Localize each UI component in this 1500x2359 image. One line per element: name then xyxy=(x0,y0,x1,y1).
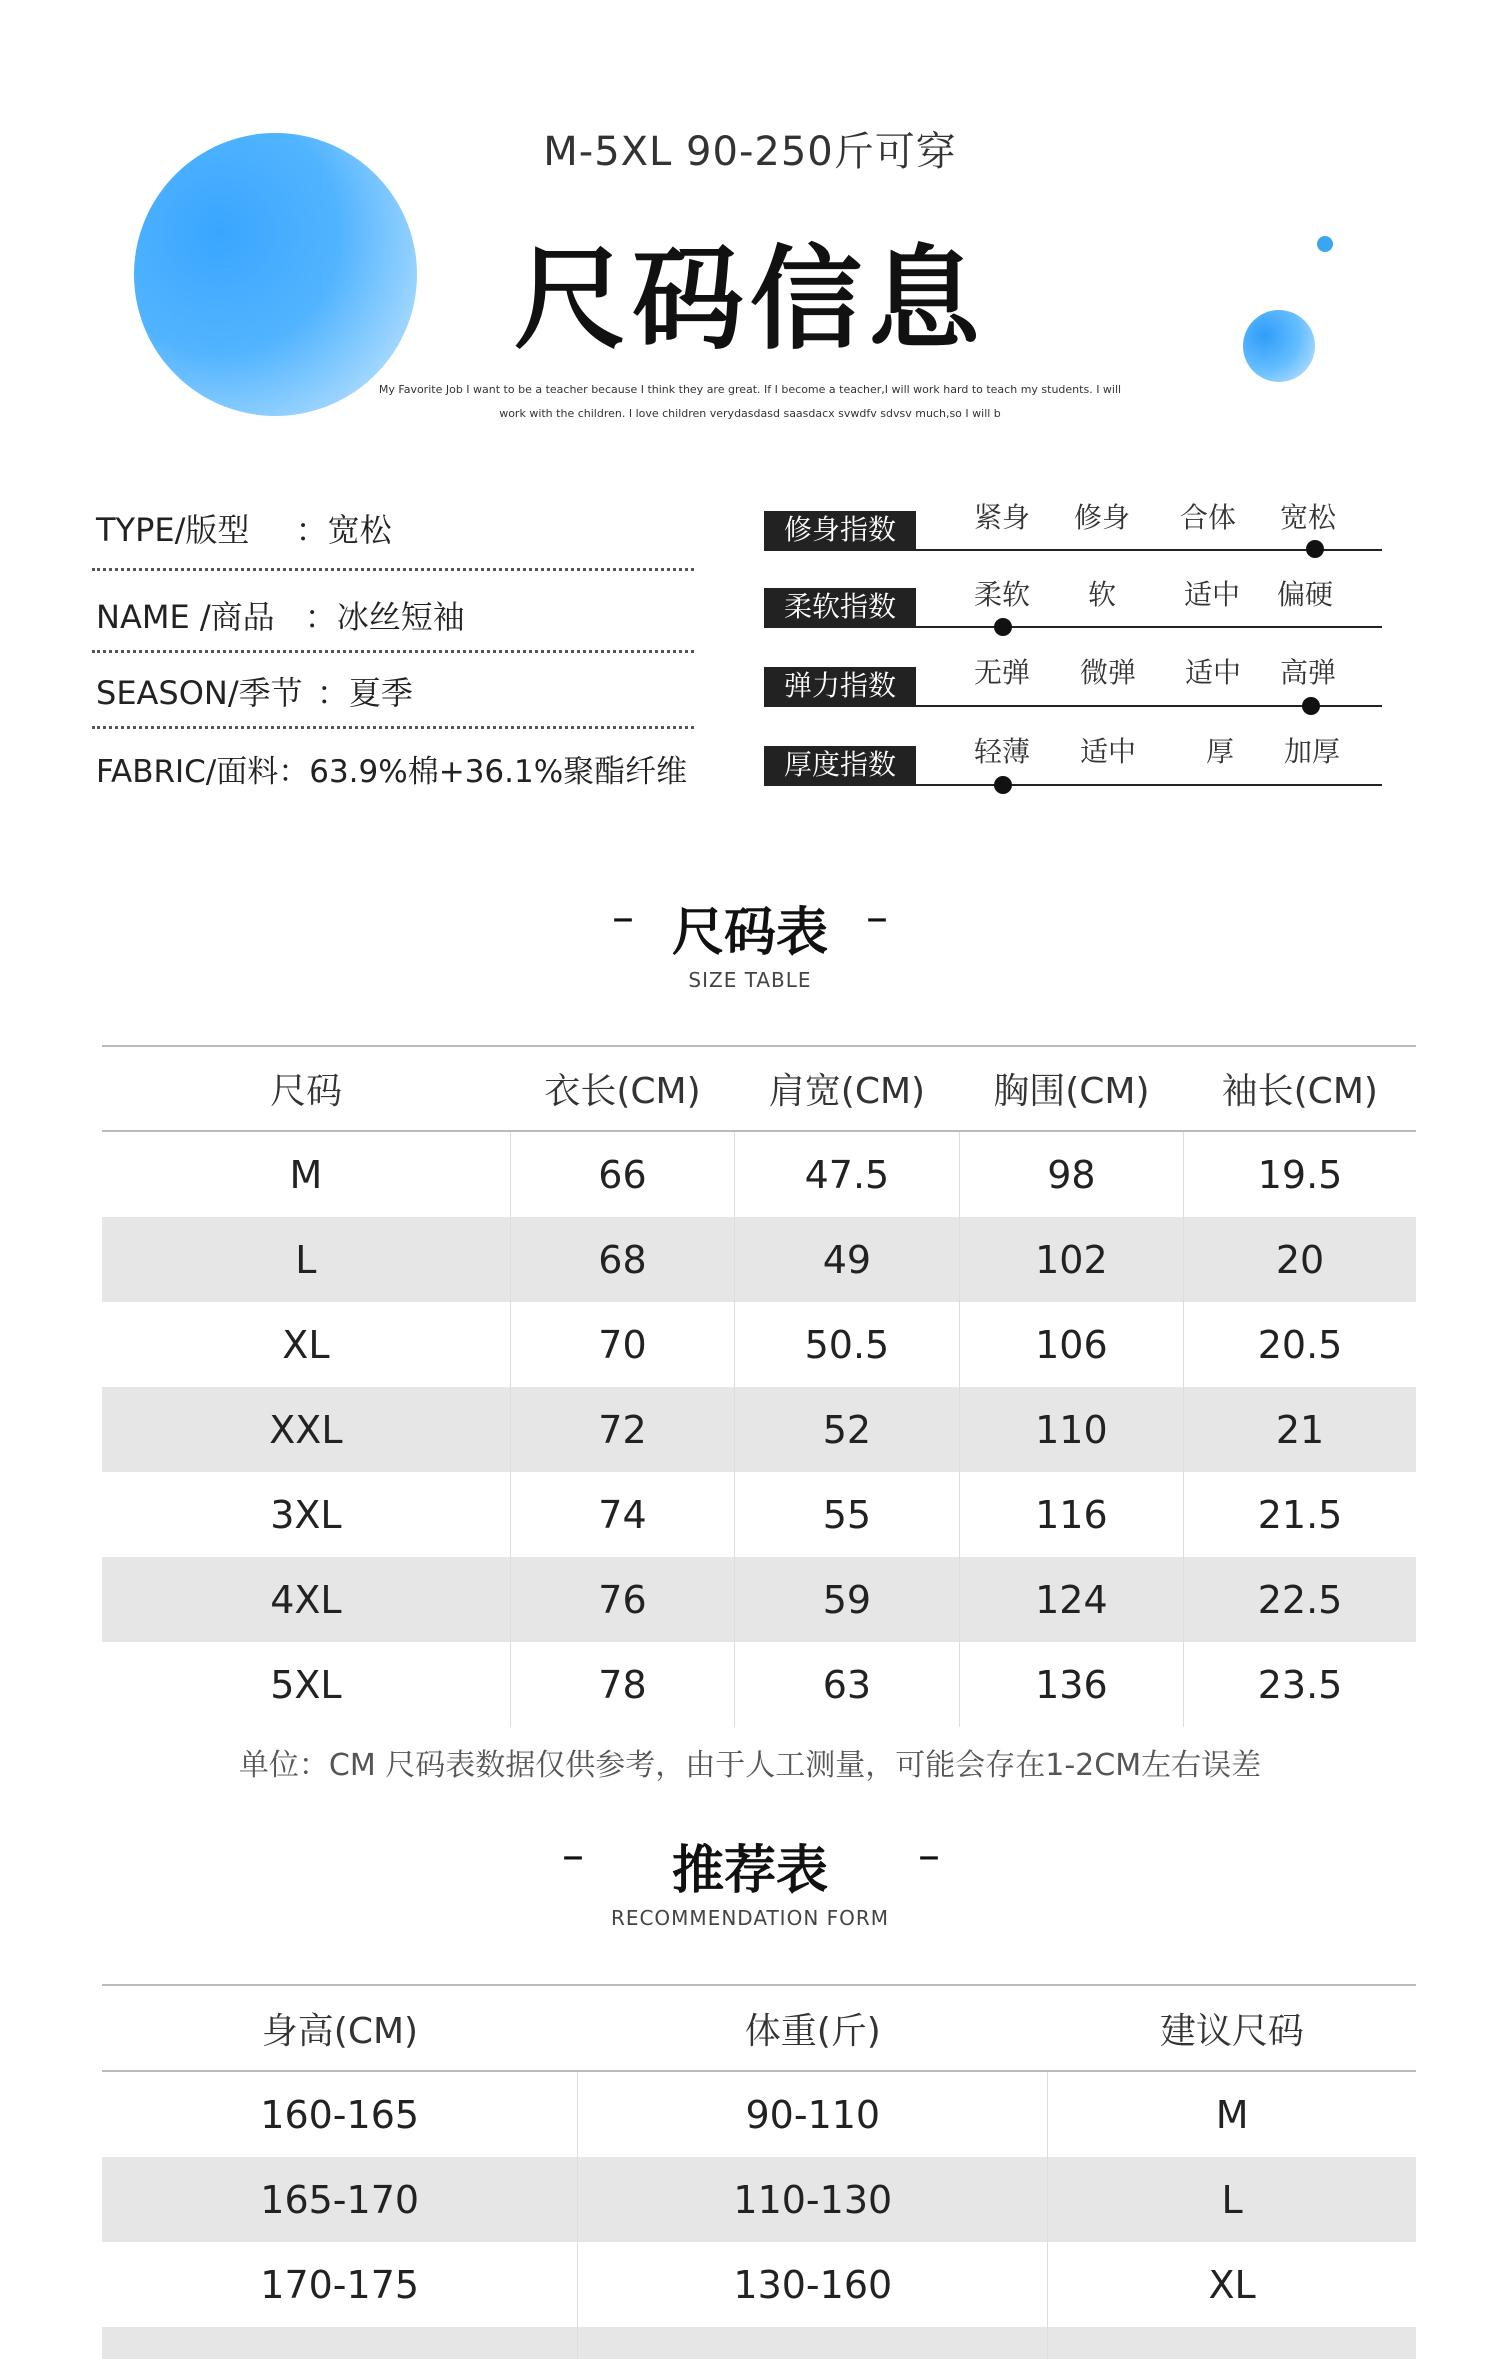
table-header-cell: 身高(CM) xyxy=(102,1985,578,2071)
table-cell: 5XL xyxy=(270,1662,342,1707)
table-cell: 47.5 xyxy=(735,1131,959,1217)
table-row xyxy=(102,1472,1416,1557)
attr-type-value: ：宽松 xyxy=(295,511,392,549)
size-table-title: 尺码表 xyxy=(671,903,828,963)
table-cell: 110 xyxy=(959,1387,1183,1472)
index-option: 微弹 xyxy=(1079,656,1136,689)
index-option: 软 xyxy=(1087,578,1116,611)
table-row xyxy=(102,2071,1416,2157)
table-row xyxy=(102,1131,1416,1217)
index-marker xyxy=(994,618,1012,636)
table-cell: 50.5 xyxy=(735,1302,959,1387)
table-cell: XL xyxy=(282,1322,330,1367)
attr-fabric-value: ：63.9%棉+36.1%聚酯纤维 xyxy=(278,754,688,790)
table-header-row xyxy=(102,1985,1416,2071)
section-dash-right: – xyxy=(866,892,888,943)
index-option: 加厚 xyxy=(1283,735,1340,768)
rec-table-subtitle: RECOMMENDATION FORM xyxy=(610,1906,890,1930)
table-cell: XXL xyxy=(102,1387,510,1472)
table-cell: 4XL xyxy=(102,1557,510,1642)
tiny-filler-text xyxy=(330,378,1170,426)
table-cell: 19.5 xyxy=(1184,1131,1416,1217)
index-line xyxy=(764,784,1382,786)
table-cell: 68 xyxy=(510,1217,734,1302)
header-subtitle: M-5XL 90-250斤可穿 xyxy=(543,129,957,175)
table-cell: 22.5 xyxy=(1184,1557,1416,1642)
table-row xyxy=(102,1302,1416,1387)
index-label-softness: 柔软指数 xyxy=(764,588,916,626)
index-option: 修身 xyxy=(1073,501,1130,534)
index-option: 轻薄 xyxy=(973,735,1030,768)
index-option: 紧身 xyxy=(973,501,1030,534)
index-label-elasticity: 弹力指数 xyxy=(764,667,916,705)
table-cell: 98 xyxy=(959,1131,1183,1217)
index-marker xyxy=(1302,697,1320,715)
table-cell: 90-110 xyxy=(578,2071,1048,2157)
attr-season-label: SEASON/季节 xyxy=(96,674,303,712)
attr-type-label: TYPE/版型 xyxy=(96,511,250,549)
table-header-cell: 衣长(CM) xyxy=(510,1046,734,1131)
attr-type xyxy=(96,505,696,551)
table-row-partial xyxy=(102,2327,1416,2359)
table-row xyxy=(102,1217,1416,1302)
table-cell: L xyxy=(102,1217,510,1302)
table-cell: 116 xyxy=(959,1472,1183,1557)
attr-divider xyxy=(92,650,694,653)
index-marker xyxy=(1306,540,1324,558)
table-cell: 55 xyxy=(735,1472,959,1557)
size-table-subtitle: SIZE TABLE xyxy=(688,968,812,992)
table-cell: 49 xyxy=(735,1217,959,1302)
table-cell: 165-170 xyxy=(102,2157,578,2242)
index-label-thickness: 厚度指数 xyxy=(764,746,916,784)
attr-fabric xyxy=(96,746,716,791)
table-cell: 70 xyxy=(510,1302,734,1387)
index-marker xyxy=(994,776,1012,794)
table-cell: 136 xyxy=(959,1642,1183,1727)
table-cell: 102 xyxy=(959,1217,1183,1302)
table-header-cell: 袖长(CM) xyxy=(1184,1046,1416,1131)
page-title: 尺码信息 xyxy=(514,235,986,365)
table-row xyxy=(102,1642,1416,1727)
index-option: 适中 xyxy=(1184,656,1241,689)
section-dash-left: – xyxy=(612,892,634,943)
index-option: 柔软 xyxy=(973,578,1030,611)
table-cell: 170-175 xyxy=(260,2262,420,2307)
recommendation-table xyxy=(102,1984,1416,2359)
table-header-cell: 建议尺码 xyxy=(1048,1985,1416,2071)
attr-name-label: NAME /商品 xyxy=(96,598,275,636)
table-cell: 21.5 xyxy=(1184,1472,1416,1557)
table-header-cell: 肩宽(CM) xyxy=(735,1046,959,1131)
index-option: 厚 xyxy=(1205,735,1234,768)
index-option: 无弹 xyxy=(973,656,1030,689)
index-option: 适中 xyxy=(1183,578,1240,611)
table-cell: 130-160 xyxy=(578,2242,1048,2327)
table-cell: L xyxy=(1048,2157,1416,2242)
table-cell: 20.5 xyxy=(1184,1302,1416,1387)
table-row xyxy=(102,2242,1416,2327)
table-cell: 66 xyxy=(510,1131,734,1217)
table-cell: 78 xyxy=(510,1642,734,1727)
index-option: 合体 xyxy=(1179,501,1236,534)
table-cell: 20 xyxy=(1184,1217,1416,1302)
attr-name xyxy=(96,592,696,638)
table-cell: 59 xyxy=(735,1557,959,1642)
index-label-fit: 修身指数 xyxy=(764,511,916,549)
attr-fabric-label: FABRIC/面料 xyxy=(96,754,279,790)
index-line xyxy=(764,549,1382,551)
table-cell: 160-165 xyxy=(260,2092,420,2137)
table-header-row xyxy=(102,1046,1416,1131)
table-cell: 124 xyxy=(959,1557,1183,1642)
table-cell: 3XL xyxy=(270,1492,342,1537)
size-table-note: 单位：CM 尺码表数据仅供参考，由于人工测量，可能会存在1-2CM左右误差 xyxy=(238,1748,1262,1783)
section-dash-right: – xyxy=(918,1830,940,1881)
attr-season-value: ：夏季 xyxy=(316,674,413,712)
attr-divider xyxy=(92,568,694,571)
tiny-filler-line-2: work with the children. I love children verydasdasd saasdacx svwdfv sdvsv much,so I will b xyxy=(499,407,1001,420)
table-cell: M xyxy=(289,1152,323,1197)
index-option: 适中 xyxy=(1079,735,1136,768)
table-row xyxy=(102,1557,1416,1642)
section-dash-left: – xyxy=(562,1830,584,1881)
attr-divider xyxy=(92,726,694,729)
table-header-cell: 胸围(CM) xyxy=(959,1046,1183,1131)
table-cell: 52 xyxy=(735,1387,959,1472)
index-option: 高弹 xyxy=(1279,656,1336,689)
size-table xyxy=(102,1045,1416,1727)
index-line xyxy=(764,626,1382,628)
table-cell: XL xyxy=(1048,2242,1416,2327)
table-cell: 63 xyxy=(735,1642,959,1727)
table-cell: 110-130 xyxy=(578,2157,1048,2242)
tiny-filler-line-1: My Favorite Job I want to be a teacher because I think they are great. If I become a teacher,I will work hard to teach my students. I will xyxy=(378,383,1122,396)
index-line xyxy=(764,705,1382,707)
table-header-cell: 体重(斤) xyxy=(578,1985,1048,2071)
table-cell: 72 xyxy=(510,1387,734,1472)
table-cell: 74 xyxy=(510,1472,734,1557)
table-cell: 23.5 xyxy=(1184,1642,1416,1727)
table-row xyxy=(102,2157,1416,2242)
index-option: 宽松 xyxy=(1279,501,1336,534)
table-cell: 76 xyxy=(510,1557,734,1642)
table-header-cell: 尺码 xyxy=(102,1046,510,1131)
table-cell: 106 xyxy=(959,1302,1183,1387)
attr-season xyxy=(96,668,696,714)
table-cell: 21 xyxy=(1184,1387,1416,1472)
table-cell: M xyxy=(1048,2071,1416,2157)
index-option: 偏硬 xyxy=(1276,578,1333,611)
attr-name-value: ：冰丝短袖 xyxy=(304,598,465,636)
rec-table-title: 推荐表 xyxy=(671,1841,828,1901)
table-row xyxy=(102,1387,1416,1472)
